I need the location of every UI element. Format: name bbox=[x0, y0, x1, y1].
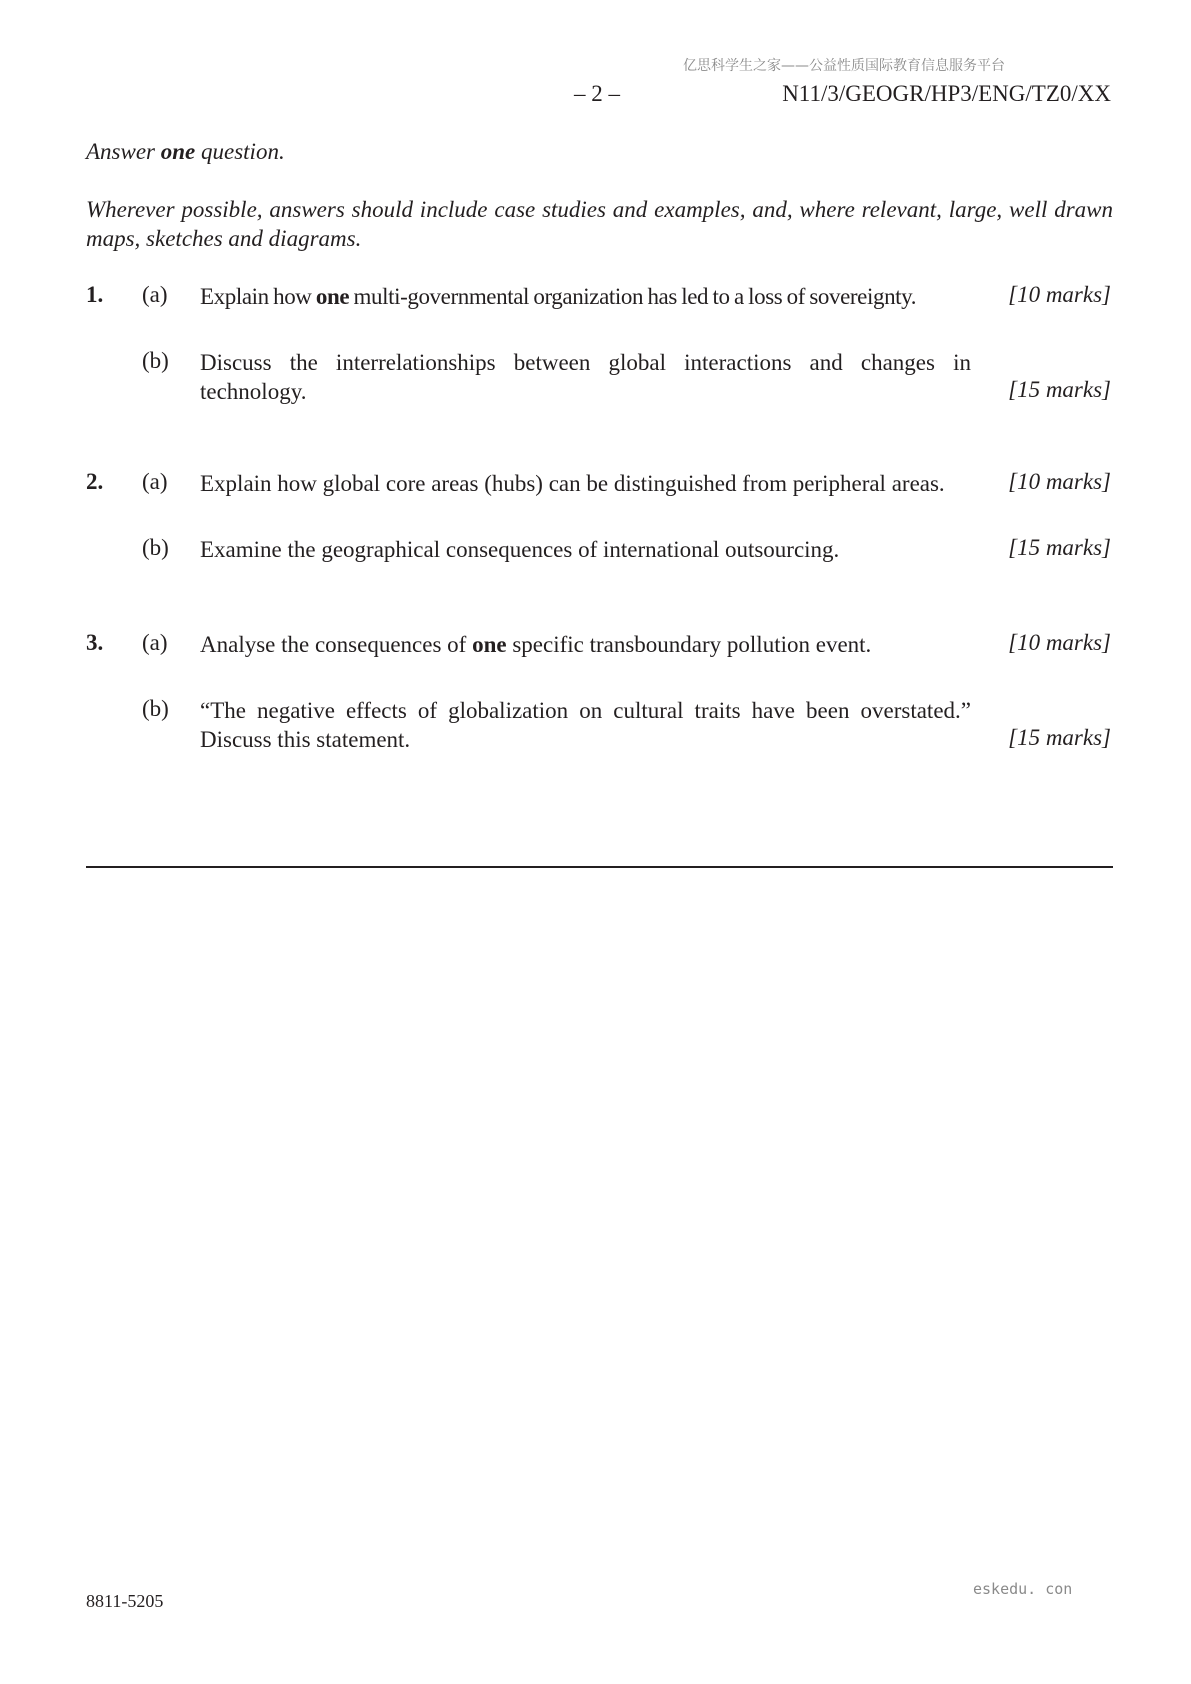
page-number: – 2 – bbox=[574, 81, 620, 106]
question-1a-text-pre: Explain how bbox=[200, 284, 312, 309]
question-3a-marks: [10 marks] bbox=[1008, 630, 1111, 655]
question-3b-label: (b) bbox=[142, 696, 169, 721]
question-3b-marks: [15 marks] bbox=[1008, 725, 1111, 750]
question-1-number: 1. bbox=[86, 282, 104, 307]
footer-watermark: eskedu. con bbox=[973, 1580, 1073, 1598]
question-3a-label: (a) bbox=[142, 630, 168, 655]
answer-instruction bbox=[86, 137, 1113, 166]
question-3a-text bbox=[200, 630, 971, 659]
question-1a-text bbox=[200, 282, 971, 311]
question-2b-marks: [15 marks] bbox=[1008, 535, 1111, 560]
answer-instruction-post: question. bbox=[201, 139, 285, 164]
footer-code: 8811-5205 bbox=[86, 1591, 164, 1611]
question-3a-text-bold: one bbox=[472, 632, 507, 657]
section-divider bbox=[86, 866, 1113, 868]
question-2b-label: (b) bbox=[142, 535, 169, 560]
question-2a-marks: [10 marks] bbox=[1008, 469, 1111, 494]
guidance-instruction: Wherever possible, answers should include case studies and examples, and, where relevant, large, well drawn maps, sketches and diagrams. bbox=[86, 197, 1113, 251]
question-2-number: 2. bbox=[86, 469, 104, 494]
question-2b-text: Examine the geographical consequences of international outsourcing. bbox=[200, 537, 840, 562]
question-1b-marks: [15 marks] bbox=[1008, 377, 1111, 402]
paper-code: N11/3/GEOGR/HP3/ENG/TZ0/XX bbox=[782, 81, 1111, 106]
question-1b-text: Discuss the interrelationships between global interactions and changes in technology. bbox=[200, 350, 971, 404]
header-watermark: 亿思科学生之家——公益性质国际教育信息服务平台 bbox=[683, 58, 1005, 74]
question-1b-label: (b) bbox=[142, 348, 169, 373]
question-3a-text-post: specific transboundary pollution event. bbox=[512, 632, 872, 657]
question-3b-text-line2: Discuss this statement. bbox=[200, 727, 411, 752]
answer-instruction-pre: Answer bbox=[86, 139, 155, 164]
question-1a-text-bold: one bbox=[315, 284, 350, 309]
question-2a-text: Explain how global core areas (hubs) can be distinguished from peripheral areas. bbox=[200, 471, 945, 496]
question-3-number: 3. bbox=[86, 630, 104, 655]
question-1a-marks: [10 marks] bbox=[1008, 282, 1111, 307]
question-3a-text-pre: Analyse the consequences of bbox=[200, 632, 467, 657]
question-2a-label: (a) bbox=[142, 469, 168, 494]
question-1a-label: (a) bbox=[142, 282, 168, 307]
question-3b-text-line1: “The negative effects of globalization on cultural traits have been overstated.” bbox=[200, 698, 971, 723]
question-3b-text bbox=[200, 696, 971, 754]
question-1a-text-post: multi-governmental organization has led to a loss of sovereignty. bbox=[353, 284, 917, 309]
answer-instruction-bold: one bbox=[160, 139, 196, 164]
